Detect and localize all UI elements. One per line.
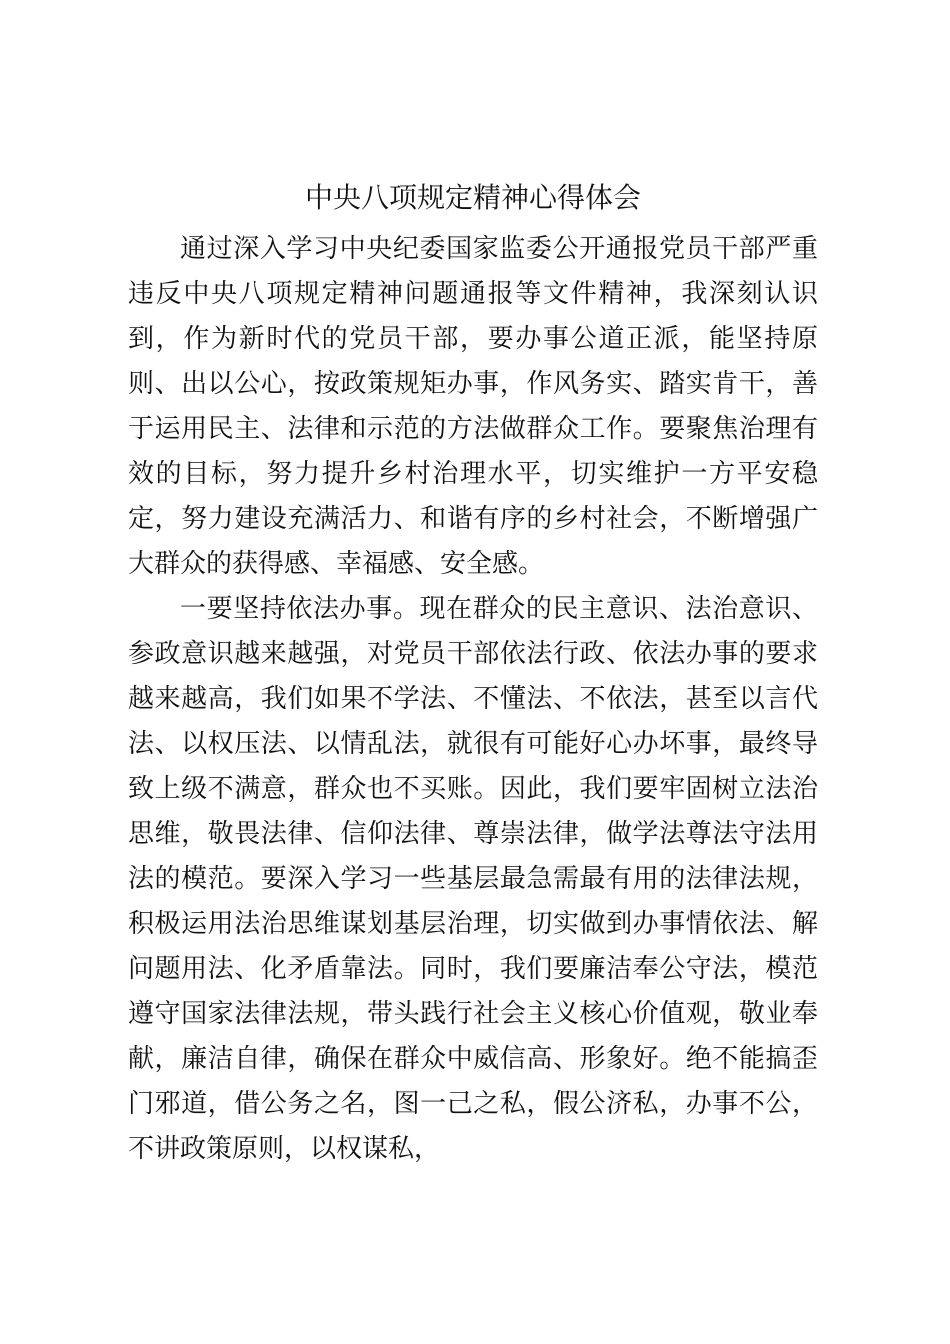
document-body xyxy=(128,227,818,1172)
paragraph-intro: 通过深入学习中央纪委国家监委公开通报党员干部严重违反中央八项规定精神问题通报等文件精神，我深刻认识到，作为新时代的党员干部，要办事公道正派，能坚持原则、出以公心，按政策规矩办事，作风务实、踏实肯干，善于运用民主、法律和示范的方法做群众工作。要聚焦治理有效的目标，努力提升乡村治理水平，切实维护一方平安稳定，努力建设充满活力、和谐有序的乡村社会，不断增强广大群众的获得感、幸福感、安全感。 xyxy=(128,234,818,579)
document-title: 中央八项规定精神心得体会 xyxy=(304,181,641,214)
paragraph-law: 一要坚持依法办事。现在群众的民主意识、法治意识、参政意识越来越强，对党员干部依法行政、依法办事的要求越来越高，我们如果不学法、不懂法、不依法，甚至以言代法、以权压法、以情乱法，就很有可能好心办坏事，最终导致上级不满意，群众也不买账。因此，我们要牢固树立法治思维，敬畏法律、信仰法律、尊崇法律，做学法尊法守法用法的模范。要深入学习一些基层最急需最有用的法律法规，积极运用法治思维谋划基层治理，切实做到办事情依法、解问题用法、化矛盾靠法。同时，我们要廉洁奉公守法，模范遵守国家法律法规，带头践行社会主义核心价值观，敬业奉献，廉洁自律，确保在群众中威信高、形象好。绝不能搞歪门邪道，借公务之名，图一己之私，假公济私，办事不公，不讲政策原则，以权谋私， xyxy=(128,594,818,1164)
